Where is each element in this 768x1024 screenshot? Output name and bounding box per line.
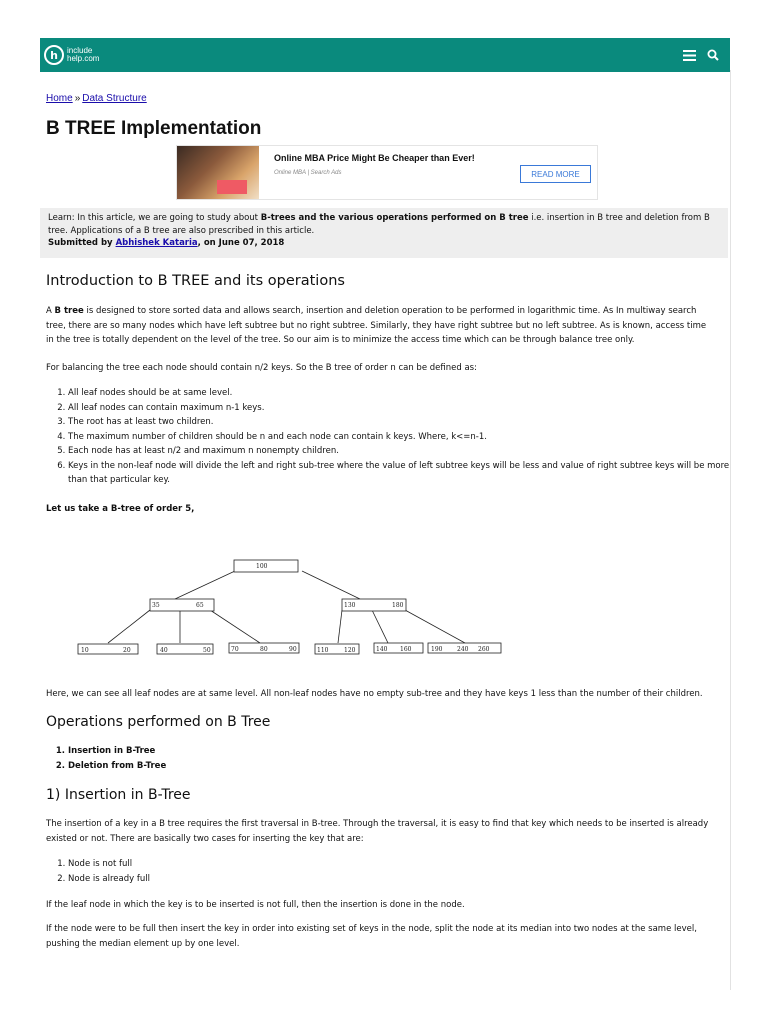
tree-key: 70 [231, 646, 239, 653]
list-item: 1. All leaf nodes should be at same level. [68, 386, 738, 401]
tree-key: 190 [431, 646, 443, 653]
example-label: Let us take a B-tree of order 5, [46, 504, 195, 514]
tree-key: 160 [400, 646, 412, 653]
tree-key: 50 [203, 647, 211, 654]
author-link[interactable]: Abhishek Kataria [115, 238, 198, 248]
logo-icon: h [44, 45, 64, 65]
ad-banner[interactable] [176, 145, 598, 200]
insertion-paragraph-2: If the leaf node in which the key is to be inserted is not full, then the insertion is done in the node. [46, 900, 465, 910]
ad-image[interactable] [177, 146, 259, 199]
ad-source: Online MBA | Search Ads [274, 170, 342, 176]
edge [302, 571, 360, 599]
ad-headline[interactable]: Online MBA Price Might Be Cheaper than Ever! [274, 153, 475, 163]
tree-key: 140 [376, 646, 388, 653]
edge [108, 610, 150, 643]
intro-paragraph-1 [46, 304, 716, 348]
tree-key: 10 [81, 647, 89, 654]
site-logo[interactable] [44, 45, 99, 65]
list-item: 5. Each node has at least n/2 and maximum n nonempty children. [68, 444, 738, 459]
submitted-line [48, 237, 720, 250]
search-icon[interactable] [706, 48, 720, 62]
edge [210, 610, 260, 643]
insertion-paragraph-1: The insertion of a key in a B tree requires the first traversal in B-tree. Through the traversal, it is easy to find that key which needs to be inserted is already existed or not. There are basically two cases for inserting the key that are: [46, 819, 709, 844]
page-title: B TREE Implementation [46, 118, 262, 139]
list-item: 1. Insertion in B-Tree [68, 744, 738, 759]
insertion-cases-list [46, 857, 738, 886]
submitted-date: , on June 07, 2018 [197, 238, 285, 248]
tree-key: 100 [256, 563, 268, 570]
list-item: 4. The maximum number of children should be n and each node can contain k keys. Where, k<=n-1. [68, 430, 738, 445]
edge [175, 571, 235, 599]
operations-list [46, 744, 738, 773]
tree-key: 130 [344, 602, 356, 609]
tree-key: 35 [152, 602, 160, 609]
tree-key: 80 [260, 646, 268, 653]
list-item: 3. The root has at least two children. [68, 415, 738, 430]
breadcrumb-section-link[interactable]: Data Structure [82, 93, 147, 104]
btree-rules-list [46, 386, 738, 488]
menu-icon[interactable] [682, 48, 696, 62]
breadcrumb [46, 93, 147, 104]
logo-text [67, 47, 99, 63]
learn-box [40, 208, 728, 258]
tree-key: 240 [457, 646, 469, 653]
btree-diagram [70, 548, 510, 660]
edge [338, 610, 342, 643]
submitted-label: Submitted by [48, 238, 116, 248]
tree-key: 110 [317, 647, 329, 654]
intro-p1-c: is designed to store sorted data and allows search, insertion and deletion operation to be performed in logarithmic time. As In multiway search tree, there are so many nodes which have left subtree but no right subtree. Similarly, they have right subtree but no left subtree. As is known, access time in the tree is totally dependent on the level of the tree. So our aim is to minimize the access time which can be through balance tree only. [46, 306, 707, 345]
intro-p1-a: A [46, 306, 55, 316]
edge [405, 610, 465, 643]
after-tree-paragraph: Here, we can see all leaf nodes are at same level. All non-leaf nodes have no empty sub-tree and they have keys 1 less than the number of their children. [46, 689, 703, 699]
content-border [730, 70, 731, 990]
logo-text-line2: help.com [67, 54, 100, 63]
breadcrumb-home-link[interactable]: Home [46, 93, 73, 104]
list-item: 2. Deletion from B-Tree [68, 759, 738, 774]
learn-text [48, 212, 720, 237]
ad-read-more-button[interactable]: READ MORE [520, 165, 591, 183]
list-item: 6. Keys in the non-leaf node will divide the left and right sub-tree where the value of left subtree keys will be less and value of right subtree keys will be more than that particular key. [68, 459, 738, 488]
header-actions [682, 48, 720, 62]
tree-key: 65 [196, 602, 204, 609]
insertion-heading: 1) Insertion in B-Tree [46, 787, 191, 803]
insertion-paragraph-3: If the node were to be full then insert the key in order into existing set of keys in the node, split the node at its median into two nodes at the same level, pushing the median element up by one level. [46, 924, 697, 949]
breadcrumb-separator: » [74, 93, 81, 104]
operations-heading: Operations performed on B Tree [46, 714, 271, 730]
logo-text-line1: include [67, 46, 93, 55]
list-item: 2. All leaf nodes can contain maximum n-1 keys. [68, 401, 738, 416]
learn-bold: B-trees and the various operations performed on B tree [260, 213, 529, 223]
tree-key: 260 [478, 646, 490, 653]
learn-prefix: Learn: In this article, we are going to study about [48, 213, 261, 223]
top-bar [40, 38, 730, 72]
tree-key: 40 [160, 647, 168, 654]
learn-suffix: i.e. insertion in B tree and deletion from B tree. Applications of a B tree are also prescribed in this article. [48, 213, 710, 236]
ad-laptop-shape [217, 180, 247, 194]
tree-key: 20 [123, 647, 131, 654]
intro-p1-bold: B tree [54, 306, 84, 316]
tree-key: 90 [289, 646, 297, 653]
tree-key: 120 [344, 647, 356, 654]
edge [372, 610, 388, 643]
intro-heading: Introduction to B TREE and its operations [46, 273, 345, 289]
tree-key: 180 [392, 602, 404, 609]
list-item: 1. Node is not full [68, 857, 738, 872]
intro-paragraph-2: For balancing the tree each node should contain n/2 keys. So the B tree of order n can be defined as: [46, 363, 477, 373]
list-item: 2. Node is already full [68, 872, 738, 887]
